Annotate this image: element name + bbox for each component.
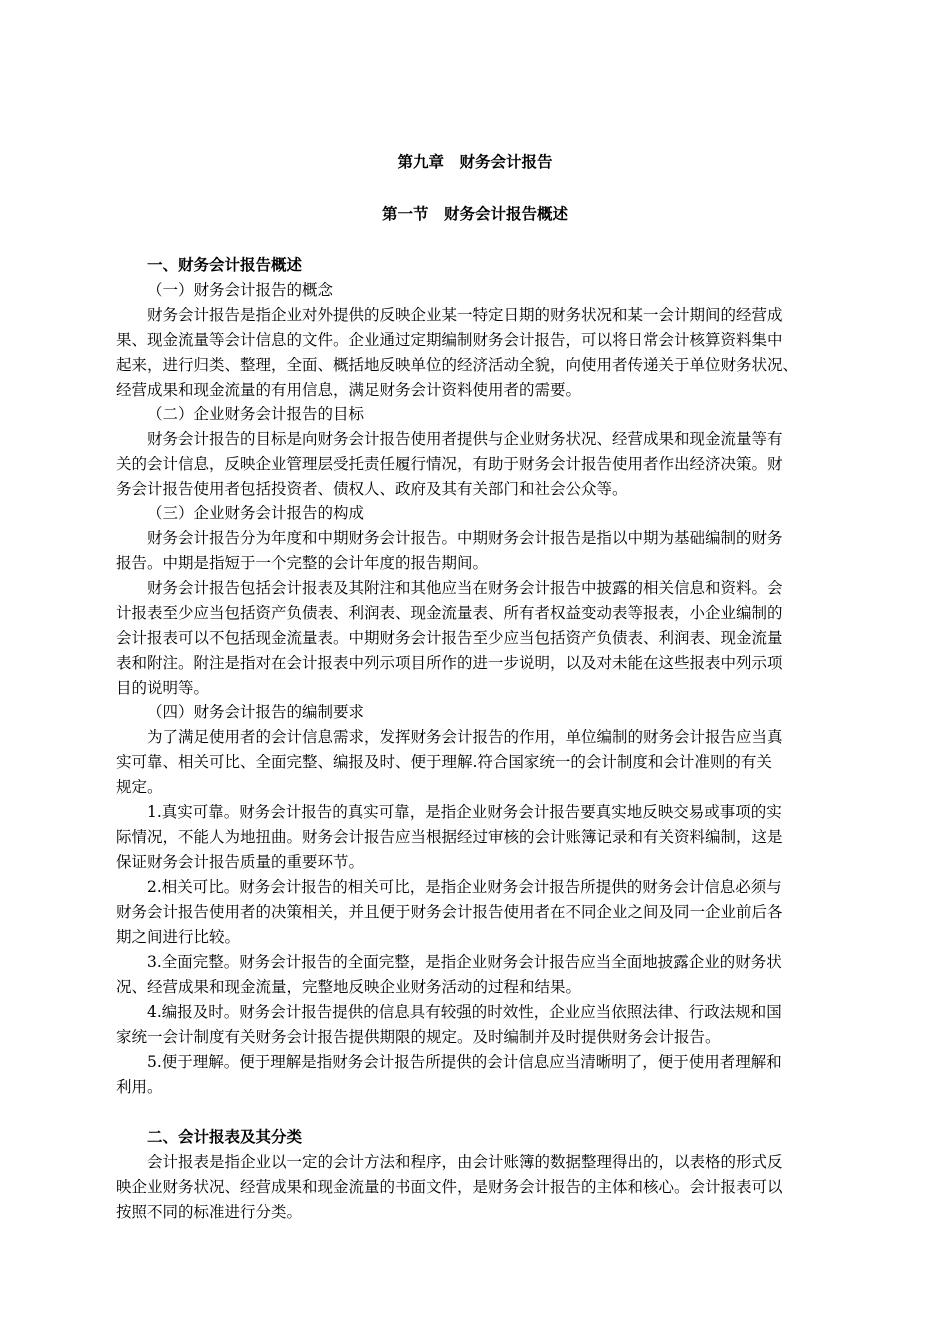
- list-item: 5.便于理解。便于理解是指财务会计报告所提供的会计信息应当清晰明了，便于使用者理解和: [147, 1053, 782, 1071]
- subheading: （二）企业财务会计报告的目标: [147, 405, 365, 423]
- section-title: 第一节 财务会计报告概述: [381, 204, 568, 223]
- paragraph-line: 实可靠、相关可比、全面完整、编报及时、便于理解.符合国家统一的会计制度和会计准则的有关: [116, 753, 772, 771]
- paragraph-line: 利用。: [116, 1078, 163, 1096]
- paragraph-line: 财务会计报告是指企业对外提供的反映企业某一特定日期的财务状况和某一会计期间的经营成: [147, 306, 783, 324]
- paragraph-line: 会计报表可以不包括现金流量表。中期财务会计报告至少应当包括资产负债表、利润表、现金流量: [116, 629, 783, 647]
- paragraph-line: 为了满足使用者的会计信息需求，发挥财务会计报告的作用，单位编制的财务会计报告应当真: [147, 728, 783, 746]
- list-item: 1.真实可靠。财务会计报告的真实可靠，是指企业财务会计报告要真实地反映交易或事项的实: [147, 803, 782, 821]
- paragraph-line: 财务会计报告的目标是向财务会计报告使用者提供与企业财务状况、经营成果和现金流量等有: [147, 430, 783, 448]
- paragraph-line: 映企业财务状况、经营成果和现金流量的书面文件，是财务会计报告的主体和核心。会计报表可以: [116, 1178, 783, 1196]
- paragraph-line: 经营成果和现金流量的有用信息，满足财务会计资料使用者的需要。: [116, 381, 582, 399]
- list-item: 2.相关可比。财务会计报告的相关可比，是指企业财务会计报告所提供的财务会计信息必须与: [147, 878, 782, 896]
- paragraph-line: 起来，进行归类、整理，全面、概括地反映单位的经济活动全貌，向使用者传递关于单位财务状况、: [116, 356, 799, 374]
- subheading: （一）财务会计报告的概念: [147, 281, 334, 299]
- paragraph-line: 按照不同的标准进行分类。: [116, 1203, 303, 1221]
- heading-1: 一、财务会计报告概述: [147, 255, 303, 274]
- paragraph-line: 务会计报告使用者包括投资者、债权人、政府及其有关部门和社会公众等。: [116, 480, 628, 498]
- paragraph-line: 计报表至少应当包括资产负债表、利润表、现金流量表、所有者权益变动表等报表，小企业编制的: [116, 604, 783, 622]
- paragraph-line: 会计报表是指企业以一定的会计方法和程序，由会计账簿的数据整理得出的，以表格的形式反: [147, 1153, 783, 1171]
- subheading: （三）企业财务会计报告的构成: [147, 504, 365, 522]
- paragraph-line: 际情况，不能人为地扭曲。财务会计报告应当根据经过审核的会计账簿记录和有关资料编制，这是: [116, 828, 783, 846]
- paragraph-line: 果、现金流量等会计信息的文件。企业通过定期编制财务会计报告，可以将日常会计核算资料集中: [116, 331, 783, 349]
- paragraph-line: 况、经营成果和现金流量，完整地反映企业财务活动的过程和结果。: [116, 978, 582, 996]
- paragraph-line: 财务会计报告使用者的决策相关，并且便于财务会计报告使用者在不同企业之间及同一企业前后各: [116, 903, 783, 921]
- heading-2: 二、会计报表及其分类: [147, 1127, 303, 1146]
- paragraph-line: 财务会计报告分为年度和中期财务会计报告。中期财务会计报告是指以中期为基础编制的财务: [147, 529, 783, 547]
- paragraph-line: 规定。: [116, 778, 163, 796]
- chapter-title: 第九章 财务会计报告: [397, 152, 553, 171]
- paragraph-line: 表和附注。附注是指对在会计报表中列示项目所作的进一步说明，以及对未能在这些报表中列示项: [116, 654, 783, 672]
- paragraph-line: 保证财务会计报告质量的重要环节。: [116, 853, 365, 871]
- paragraph-line: 期之间进行比较。: [116, 928, 241, 946]
- list-item: 3.全面完整。财务会计报告的全面完整，是指企业财务会计报告应当全面地披露企业的财务状: [147, 953, 782, 971]
- paragraph-line: 报告。中期是指短于一个完整的会计年度的报告期间。: [116, 554, 489, 572]
- list-item: 4.编报及时。财务会计报告提供的信息具有较强的时效性，企业应当依照法律、行政法规和国: [147, 1003, 782, 1021]
- paragraph-line: 关的会计信息，反映企业管理层受托责任履行情况，有助于财务会计报告使用者作出经济决策。财: [116, 455, 783, 473]
- paragraph-line: 家统一会计制度有关财务会计报告提供期限的规定。及时编制并及时提供财务会计报告。: [116, 1028, 721, 1046]
- subheading: （四）财务会计报告的编制要求: [147, 703, 365, 721]
- paragraph-line: 目的说明等。: [116, 679, 210, 697]
- paragraph-line: 财务会计报告包括会计报表及其附注和其他应当在财务会计报告中披露的相关信息和资料。会: [147, 579, 783, 597]
